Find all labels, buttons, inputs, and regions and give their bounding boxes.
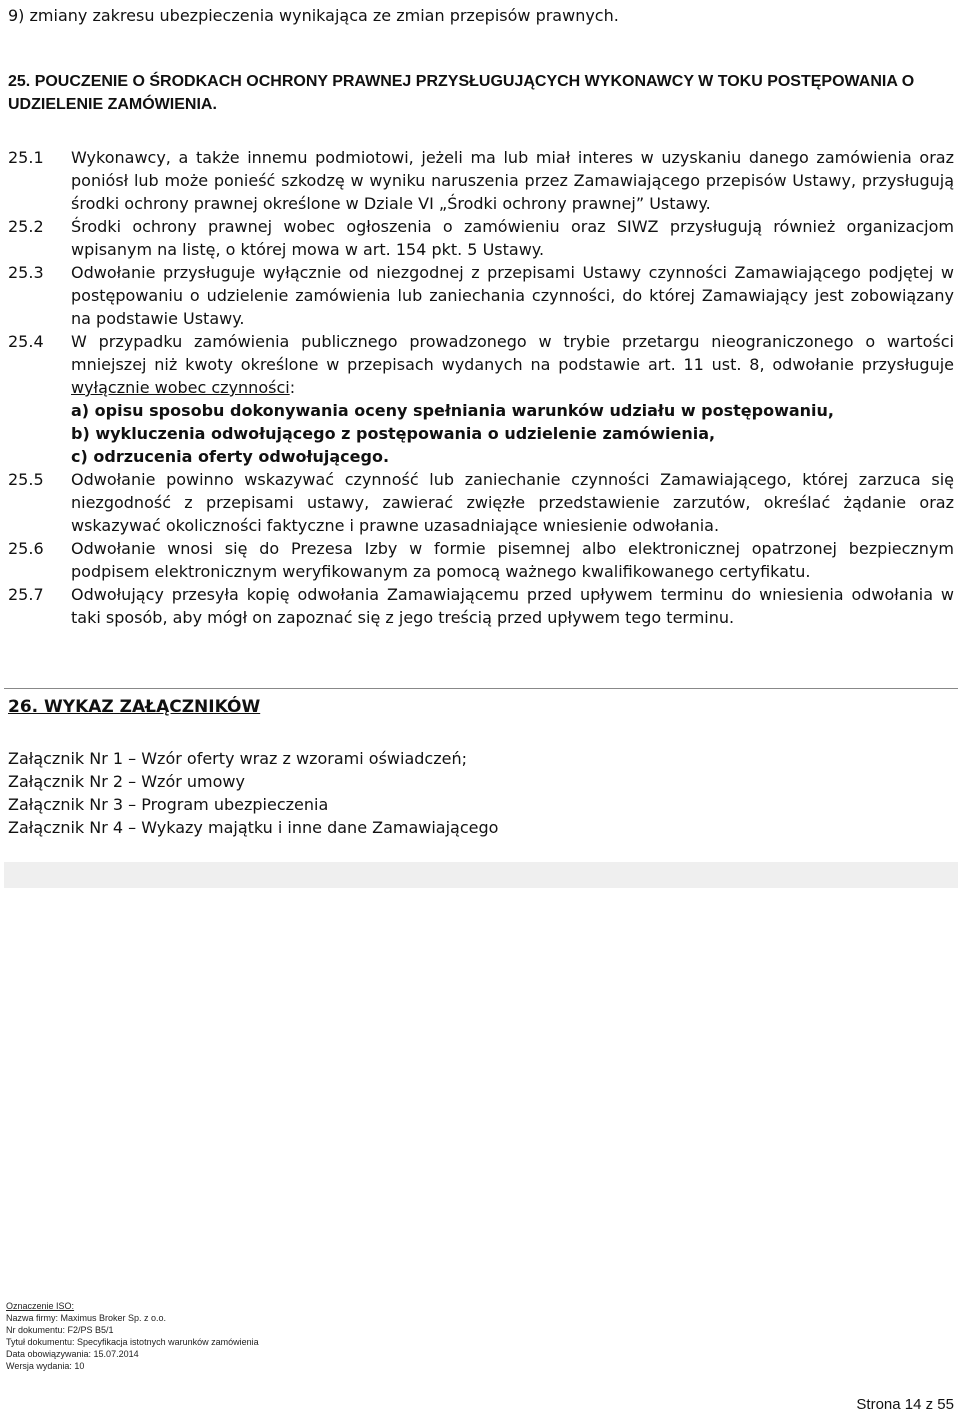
list-item	[0, 468, 960, 537]
sublist-item-b: b) wykluczenia odwołującego z postępowania o udzielenie zamówienia,	[71, 424, 716, 443]
item-text: Wykonawcy, a także innemu podmiotowi, jeżeli ma lub miał interes w uzyskaniu danego zamówienia oraz poniósł lub może ponieść szkodzę w wyniku naruszenia przez Zamawiającego przepisów Ustawy, przysługują środki ochrony prawnej określone w Dziale VI „Środki ochrony prawnej” Ustawy.	[71, 148, 954, 213]
item-text: Odwołanie przysługuje wyłącznie od niezgodnej z przepisami Ustawy czynności Zamawiającego podjętej w postępowaniu o udzielenie zamówienia lub zaniechania czynności, do której Zamawiający jest zobowiązany na podstawie Ustawy.	[71, 263, 954, 328]
sublist-item-c: c) odrzucenia oferty odwołującego.	[71, 447, 390, 466]
list-item	[0, 330, 960, 468]
page-number: Strona 14 z 55	[856, 1396, 954, 1413]
list-item	[0, 583, 960, 629]
list-item	[0, 146, 960, 215]
empty-gray-band	[4, 862, 958, 888]
annex-item: Załącznik Nr 4 – Wykazy majątku i inne dane Zamawiającego	[8, 818, 499, 837]
footer-company: Nazwa firmy: Maximus Broker Sp. z o.o.	[6, 1313, 167, 1323]
item-number: 25.2	[8, 217, 44, 236]
item-text: Odwołanie wnosi się do Prezesa Izby w formie pisemnej albo elektronicznej opatrzonej bezpiecznym podpisem elektronicznym weryfikowanym za pomocą ważnego kwalifikowanego certyfikatu.	[71, 539, 954, 581]
section-26-heading: 26. WYKAZ ZAŁĄCZNIKÓW	[8, 697, 261, 717]
sublist-item-a: a) opisu sposobu dokonywania oceny spełniania warunków udziału w postępowaniu,	[71, 401, 835, 420]
previous-list-item: 9) zmiany zakresu ubezpieczenia wynikająca ze zmian przepisów prawnych.	[8, 6, 619, 25]
underlined-text: wyłącznie wobec czynności	[71, 378, 290, 397]
footer-version: Wersja wydania: 10	[6, 1361, 85, 1371]
footer-doc-number: Nr dokumentu: F2/PS B5/1	[6, 1325, 114, 1335]
annex-item: Załącznik Nr 2 – Wzór umowy	[8, 772, 245, 791]
list-item	[0, 215, 960, 261]
section-divider	[4, 688, 958, 689]
item-text: W przypadku zamówienia publicznego prowadzonego w trybie przetargu nieograniczonego o wartości mniejszej niż kwoty określone w przepisach wydanych na podstawie art. 11 ust. 8, odwołanie przysługuje	[71, 332, 954, 374]
item-number: 25.1	[8, 148, 44, 167]
footer-doc-title: Tytuł dokumentu: Specyfikacja istotnych warunków zamówienia	[6, 1337, 259, 1347]
footer-iso-label: Oznaczenie ISO:	[6, 1301, 75, 1311]
document-footer	[6, 1300, 259, 1372]
item-text: Odwołanie powinno wskazywać czynność lub zaniechanie czynności Zamawiającego, której zarzuca się niezgodność z przepisami ustawy, zawierać zwięzłe przedstawienie zarzutów, określać żądanie oraz wskazywać okoliczności faktyczne i prawne uzasadniające wniesienie odwołania.	[71, 470, 954, 535]
section-25-heading: 25. POUCZENIE O ŚRODKACH OCHRONY PRAWNEJ PRZYSŁUGUJĄCYCH WYKONAWCY W TOKU POSTĘPOWANIA O UDZIELENIE ZAMÓWIENIA.	[8, 73, 915, 113]
item-number: 25.6	[8, 539, 44, 558]
annex-list	[8, 747, 498, 839]
list-item	[0, 261, 960, 330]
item-number: 25.3	[8, 263, 44, 282]
annex-item: Załącznik Nr 1 – Wzór oferty wraz z wzorami oświadczeń;	[8, 749, 467, 768]
annex-item: Załącznik Nr 3 – Program ubezpieczenia	[8, 795, 329, 814]
item-text: Odwołujący przesyła kopię odwołania Zamawiającemu przed upływem terminu do wniesienia odwołania w taki sposób, aby mógł on zapoznać się z jego treścią przed upływem tego terminu.	[71, 585, 954, 627]
bold-sublist	[71, 399, 954, 468]
item-text: Środki ochrony prawnej wobec ogłoszenia o zamówieniu oraz SIWZ przysługują również organizacjom wpisanym na listę, o której mowa w art. 154 pkt. 5 Ustawy.	[71, 217, 954, 259]
item-number: 25.7	[8, 585, 44, 604]
section-25-list	[0, 146, 960, 629]
item-number: 25.5	[8, 470, 44, 489]
footer-date: Data obowiązywania: 15.07.2014	[6, 1349, 139, 1359]
list-item	[0, 537, 960, 583]
colon: :	[289, 378, 296, 397]
item-number: 25.4	[8, 332, 44, 351]
